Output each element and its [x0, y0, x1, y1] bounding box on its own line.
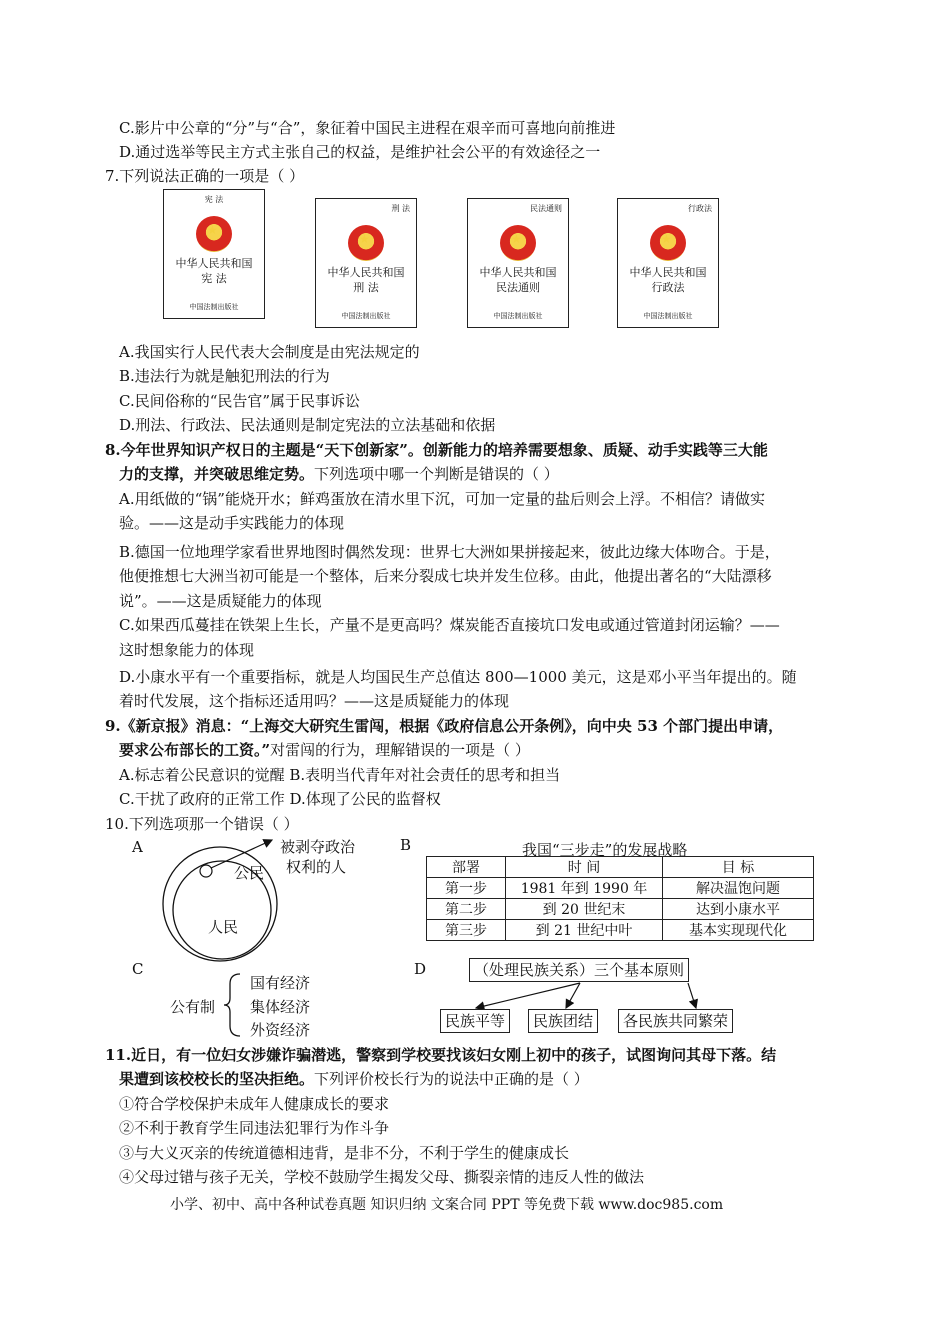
- table-header: 目 标: [663, 857, 814, 878]
- book-title: 中华人民共和国 行政法: [629, 266, 707, 294]
- q11-stem-line2: 果遭到该校校长的坚决拒绝。下列评价校长行为的说法中正确的是（ ）: [119, 1070, 589, 1088]
- page-footer: 小学、初中、高中各种试卷真题 知识归纳 文案合同 PPT 等免费下载 www.doc985.com: [170, 1197, 724, 1213]
- table-cell: 第一步: [427, 878, 506, 899]
- book-publisher: 中国法制出版社: [643, 312, 693, 320]
- book-administrative-law: [617, 198, 719, 328]
- q8-option-b-line2: 他便推想七大洲当初可能是一个整体，后来分裂成七块并发生位移。由此，他提出著名的“大陆漂移: [119, 567, 772, 585]
- table-row: [427, 920, 814, 941]
- q6-option-d: D.通过选举等民主方式主张自己的权益，是维护社会公平的有效途径之一: [119, 143, 601, 161]
- table-cell: 基本实现现代化: [663, 920, 814, 941]
- national-emblem-icon: [500, 225, 536, 261]
- book-constitution: [163, 189, 265, 319]
- national-emblem-icon: [196, 216, 232, 252]
- q9-stem-line2: 要求公布部长的工资。”对雷闯的行为，理解错误的一项是（ ）: [119, 741, 530, 759]
- q6-option-c: C.影片中公章的“分”与“合”，象征着中国民主进程在艰辛而可喜地向前推进: [119, 119, 616, 137]
- q7-option-c: C.民间俗称的“民告官”属于民事诉讼: [119, 392, 361, 410]
- table-cell: 解决温饱问题: [663, 878, 814, 899]
- brace-icon: [222, 972, 244, 1038]
- book-title: 中华人民共和国 刑 法: [327, 266, 405, 294]
- diagram-b-title: 我国“三步走”的发展战略: [522, 841, 688, 859]
- three-step-table: [426, 856, 814, 941]
- q8-option-c-line1: C.如果西瓜蔓挂在铁架上生长，产量不是更高吗？煤炭能否直接坑口发电或通过管道封闭运输？——: [119, 616, 780, 634]
- diagram-d-label: D: [414, 960, 427, 978]
- diagram-c-label: C: [132, 960, 144, 978]
- diagram-a-inner-label: 公民: [234, 864, 265, 882]
- q8-option-d-line2: 着时代发展，这个指标还适用吗？——这是质疑能力的体现: [119, 692, 510, 710]
- diagram-c-item: 集体经济: [250, 998, 311, 1016]
- diagram-a-arrow-text2: 权利的人: [286, 858, 347, 876]
- q11-statement-3: ③与大义灭亲的传统道德相违背，是非不分，不利于学生的健康成长: [119, 1144, 570, 1162]
- q8-option-b-line3: 说”。——这是质疑能力的体现: [119, 592, 322, 610]
- q7-option-a: A.我国实行人民代表大会制度是由宪法规定的: [119, 343, 420, 361]
- diagram-d-item-box: 民族平等: [440, 1009, 510, 1033]
- book-top-label: 行政法: [688, 204, 712, 213]
- table-header: 时 间: [506, 857, 663, 878]
- table-cell: 第三步: [427, 920, 506, 941]
- book-title: 中华人民共和国 宪 法: [175, 257, 253, 285]
- book-publisher: 中国法制出版社: [189, 303, 239, 311]
- table-cell: 1981 年到 1990 年: [506, 878, 663, 899]
- book-criminal-law: [315, 198, 417, 328]
- table-row: [427, 878, 814, 899]
- q8-option-c-line2: 这时想象能力的体现: [119, 641, 255, 659]
- diagram-d-item-box: 民族团结: [528, 1009, 598, 1033]
- book-top-label: 民法通则: [530, 204, 562, 213]
- diagram-d-root-box: （处理民族关系）三个基本原则: [469, 958, 689, 982]
- q8-option-b-line1: B.德国一位地理学家看世界地图时偶然发现：世界七大洲如果拼接起来，彼此边缘大体吻合。于是，: [119, 543, 780, 561]
- diagram-a-outer-label: 人民: [208, 918, 239, 936]
- small-circle-deprived: [200, 865, 212, 877]
- q11-statement-4: ④父母过错与孩子无关，学校不鼓励学生揭发父母、撕裂亲情的违反人性的做法: [119, 1168, 645, 1186]
- table-cell: 到 20 世纪末: [506, 899, 663, 920]
- diagram-b-label: B: [400, 836, 412, 854]
- q7-option-d: D.刑法、行政法、民法通则是制定宪法的立法基础和依据: [119, 416, 496, 434]
- book-top-label: 刑 法: [391, 204, 410, 213]
- diagram-d-arrows: [440, 982, 760, 1012]
- q8-option-a-line1: A.用纸做的“锅”能烧开水；鲜鸡蛋放在清水里下沉，可加一定量的盐后则会上浮。不相信？请做实: [119, 490, 765, 508]
- q11-statement-2: ②不利于教育学生同违法犯罪行为作斗争: [119, 1119, 390, 1137]
- q9-options-ab: A.标志着公民意识的觉醒 B.表明当代青年对社会责任的思考和担当: [119, 766, 561, 784]
- book-publisher: 中国法制出版社: [493, 312, 543, 320]
- q8-stem-line1: 8.今年世界知识产权日的主题是“天下创新家”。创新能力的培养需要想象、质疑、动手实践等三大能: [105, 441, 768, 459]
- q7-stem: 7.下列说法正确的一项是（ ）: [105, 167, 305, 185]
- diagram-c-root: 公有制: [170, 998, 216, 1016]
- national-emblem-icon: [348, 225, 384, 261]
- q8-option-a-line2: 验。——这是动手实践能力的体现: [119, 514, 345, 532]
- book-publisher: 中国法制出版社: [341, 312, 391, 320]
- q8-option-d-line1: D.小康水平有一个重要指标，就是人均国民生产总值达 800—1000 美元，这是邓小平当年提出的。随: [119, 668, 797, 686]
- table-header: 部署: [427, 857, 506, 878]
- table-header-row: [427, 857, 814, 878]
- q10-stem: 10.下列选项那一个错误（ ）: [105, 815, 299, 833]
- diagram-a-label: A: [132, 838, 143, 856]
- national-emblem-icon: [650, 225, 686, 261]
- book-title: 中华人民共和国 民法通则: [479, 266, 557, 294]
- q9-stem-line1: 9.《新京报》消息：“上海交大研究生雷闯，根据《政府信息公开条例》，向中央 53 个部门提出申请，: [105, 717, 784, 735]
- table-cell: 到 21 世纪中叶: [506, 920, 663, 941]
- table-cell: 达到小康水平: [663, 899, 814, 920]
- q8-stem-line2: 力的支撑，并突破思维定势。下列选项中哪一个判断是错误的（ ）: [119, 465, 559, 483]
- q11-statement-1: ①符合学校保护未成年人健康成长的要求: [119, 1095, 390, 1113]
- q7-option-b: B.违法行为就是触犯刑法的行为: [119, 367, 330, 385]
- q9-options-cd: C.干扰了政府的正常工作 D.体现了公民的监督权: [119, 790, 441, 808]
- diagram-d-item-box: 各民族共同繁荣: [618, 1009, 733, 1033]
- book-top-label: 宪 法: [204, 195, 224, 204]
- diagram-c-item: 外资经济: [250, 1021, 311, 1039]
- table-cell: 第二步: [427, 899, 506, 920]
- table-row: [427, 899, 814, 920]
- diagram-a-arrow-text1: 被剥夺政治: [280, 838, 356, 856]
- diagram-c-item: 国有经济: [250, 974, 311, 992]
- book-civil-law: [467, 198, 569, 328]
- q11-stem-line1: 11.近日，有一位妇女涉嫌诈骗潜逃，警察到学校要找该妇女刚上初中的孩子，试图询问其母下落。结: [105, 1046, 777, 1064]
